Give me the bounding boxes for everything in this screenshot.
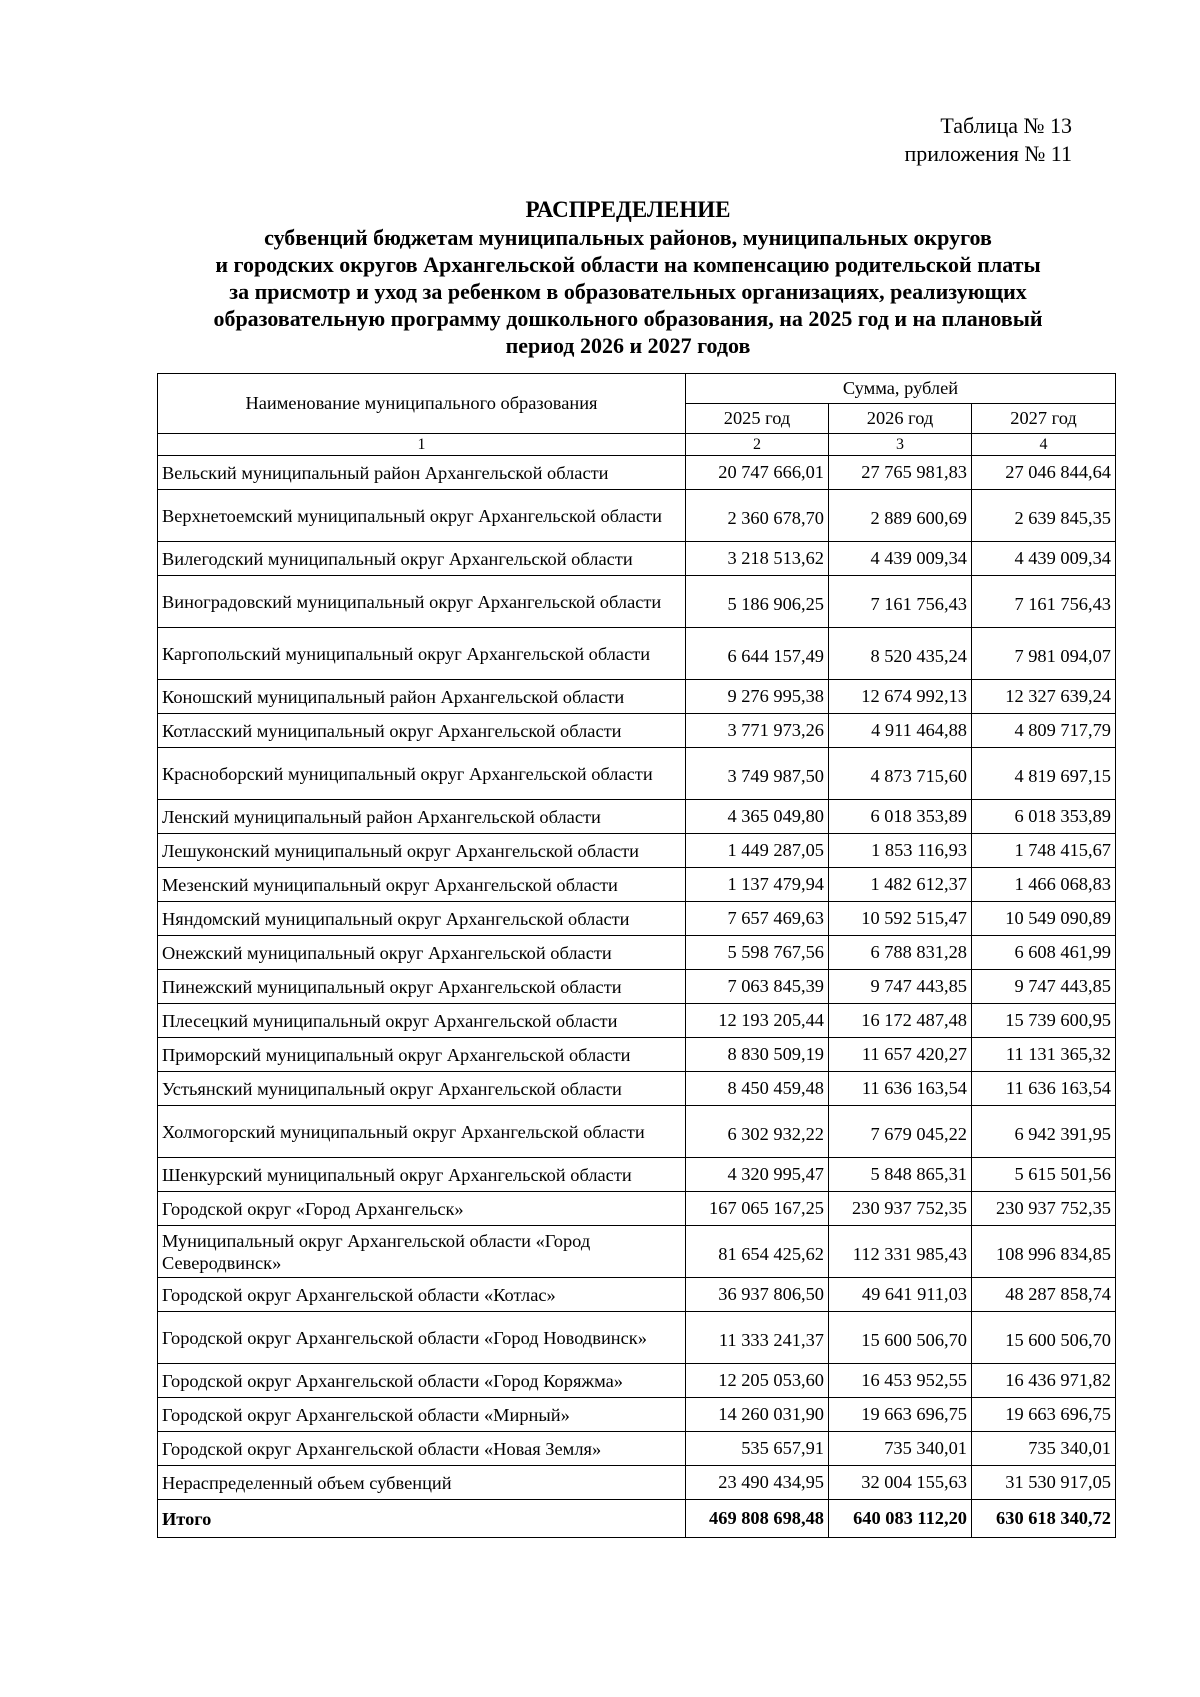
amount-2027: 6 608 461,99	[972, 936, 1116, 970]
amount-2027: 15 600 506,70	[972, 1312, 1116, 1364]
amount-2025: 36 937 806,50	[686, 1278, 829, 1312]
amount-2026: 11 636 163,54	[829, 1072, 972, 1106]
distribution-table	[157, 373, 1116, 1538]
municipality-name: Пинежский муниципальный округ Архангельской области	[158, 970, 686, 1004]
header-municipality: Наименование муниципального образования	[158, 374, 686, 434]
amount-2027: 6 018 353,89	[972, 800, 1116, 834]
municipality-name: Приморский муниципальный округ Архангельской области	[158, 1038, 686, 1072]
amount-2026: 735 340,01	[829, 1432, 972, 1466]
municipality-name: Муниципальный округ Архангельской области «Город Северодвинск»	[158, 1226, 686, 1278]
municipality-name: Плесецкий муниципальный округ Архангельской области	[158, 1004, 686, 1038]
amount-2027: 27 046 844,64	[972, 456, 1116, 490]
amount-2027: 1 466 068,83	[972, 868, 1116, 902]
appendix-number: приложения № 11	[904, 141, 1072, 166]
amount-2025: 1 449 287,05	[686, 834, 829, 868]
amount-2027: 7 161 756,43	[972, 576, 1116, 628]
table-row	[158, 748, 1116, 800]
amount-2025: 6 302 932,22	[686, 1106, 829, 1158]
amount-2026: 6 788 831,28	[829, 936, 972, 970]
amount-2026: 6 018 353,89	[829, 800, 972, 834]
title-line: субвенций бюджетам муниципальных районов, муниципальных округов	[264, 225, 992, 250]
table-reference	[905, 112, 1073, 168]
amount-2026: 12 674 992,13	[829, 680, 972, 714]
table-row	[158, 1158, 1116, 1192]
amount-2026: 2 889 600,69	[829, 490, 972, 542]
amount-2025: 8 450 459,48	[686, 1072, 829, 1106]
table-row	[158, 576, 1116, 628]
municipality-name: Шенкурский муниципальный округ Архангельской области	[158, 1158, 686, 1192]
amount-2025: 23 490 434,95	[686, 1466, 829, 1500]
amount-2025: 3 771 973,26	[686, 714, 829, 748]
amount-2027: 7 981 094,07	[972, 628, 1116, 680]
table-row	[158, 902, 1116, 936]
amount-2027: 2 639 845,35	[972, 490, 1116, 542]
amount-2027: 5 615 501,56	[972, 1158, 1116, 1192]
amount-2025: 4 320 995,47	[686, 1158, 829, 1192]
amount-2027: 9 747 443,85	[972, 970, 1116, 1004]
amount-2027: 16 436 971,82	[972, 1364, 1116, 1398]
amount-2027: 735 340,01	[972, 1432, 1116, 1466]
title-heading: РАСПРЕДЕЛЕНИЕ	[525, 197, 731, 222]
table-row	[158, 1106, 1116, 1158]
amount-2025: 7 657 469,63	[686, 902, 829, 936]
amount-2025: 8 830 509,19	[686, 1038, 829, 1072]
municipality-name: Красноборский муниципальный округ Архангельской области	[158, 748, 686, 800]
amount-2025: 5 186 906,25	[686, 576, 829, 628]
amount-2025: 12 193 205,44	[686, 1004, 829, 1038]
column-index-2: 2	[686, 434, 829, 456]
amount-2027: 19 663 696,75	[972, 1398, 1116, 1432]
amount-2026: 16 172 487,48	[829, 1004, 972, 1038]
table-row	[158, 1432, 1116, 1466]
amount-2026: 1 853 116,93	[829, 834, 972, 868]
table-row	[158, 1398, 1116, 1432]
municipality-name: Каргопольский муниципальный округ Архангельской области	[158, 628, 686, 680]
amount-2025: 12 205 053,60	[686, 1364, 829, 1398]
table-row	[158, 1364, 1116, 1398]
total-label: Итого	[158, 1500, 686, 1538]
amount-2026: 10 592 515,47	[829, 902, 972, 936]
amount-2027: 4 819 697,15	[972, 748, 1116, 800]
amount-2025: 2 360 678,70	[686, 490, 829, 542]
table-row	[158, 1072, 1116, 1106]
amount-2027: 10 549 090,89	[972, 902, 1116, 936]
amount-2026: 5 848 865,31	[829, 1158, 972, 1192]
table-number: Таблица № 13	[940, 113, 1072, 138]
municipality-name: Городской округ Архангельской области «Новая Земля»	[158, 1432, 686, 1466]
amount-2025: 20 747 666,01	[686, 456, 829, 490]
amount-2027: 31 530 917,05	[972, 1466, 1116, 1500]
amount-2026: 11 657 420,27	[829, 1038, 972, 1072]
amount-2026: 4 439 009,34	[829, 542, 972, 576]
municipality-name: Городской округ Архангельской области «Котлас»	[158, 1278, 686, 1312]
title-line: период 2026 и 2027 годов	[505, 333, 751, 358]
table-row	[158, 834, 1116, 868]
amount-2027: 48 287 858,74	[972, 1278, 1116, 1312]
amount-2026: 112 331 985,43	[829, 1226, 972, 1278]
amount-2026: 16 453 952,55	[829, 1364, 972, 1398]
amount-2025: 4 365 049,80	[686, 800, 829, 834]
document-title	[150, 196, 1106, 359]
amount-2026: 7 679 045,22	[829, 1106, 972, 1158]
amount-2027: 12 327 639,24	[972, 680, 1116, 714]
amount-2025: 535 657,91	[686, 1432, 829, 1466]
amount-2027: 1 748 415,67	[972, 834, 1116, 868]
amount-2025: 167 065 167,25	[686, 1192, 829, 1226]
municipality-name: Нераспределенный объем субвенций	[158, 1466, 686, 1500]
municipality-name: Коношский муниципальный район Архангельской области	[158, 680, 686, 714]
table-row	[158, 490, 1116, 542]
column-index-3: 3	[829, 434, 972, 456]
amount-2025: 3 749 987,50	[686, 748, 829, 800]
amount-2026: 32 004 155,63	[829, 1466, 972, 1500]
header-amount: Сумма, рублей	[686, 374, 1116, 404]
table-row	[158, 1312, 1116, 1364]
header-year-2026: 2026 год	[829, 404, 972, 434]
table-row	[158, 714, 1116, 748]
amount-2025: 3 218 513,62	[686, 542, 829, 576]
total-row	[158, 1500, 1116, 1538]
amount-2027: 11 131 365,32	[972, 1038, 1116, 1072]
municipality-name: Виноградовский муниципальный округ Архангельской области	[158, 576, 686, 628]
amount-2027: 15 739 600,95	[972, 1004, 1116, 1038]
amount-2025: 14 260 031,90	[686, 1398, 829, 1432]
amount-2026: 9 747 443,85	[829, 970, 972, 1004]
table-row	[158, 456, 1116, 490]
municipality-name: Вилегодский муниципальный округ Архангельской области	[158, 542, 686, 576]
total-2026: 640 083 112,20	[829, 1500, 972, 1538]
amount-2025: 11 333 241,37	[686, 1312, 829, 1364]
amount-2026: 19 663 696,75	[829, 1398, 972, 1432]
amount-2026: 7 161 756,43	[829, 576, 972, 628]
municipality-name: Верхнетоемский муниципальный округ Архангельской области	[158, 490, 686, 542]
table-row	[158, 628, 1116, 680]
amount-2025: 9 276 995,38	[686, 680, 829, 714]
municipality-name: Городской округ Архангельской области «Город Коряжма»	[158, 1364, 686, 1398]
amount-2025: 1 137 479,94	[686, 868, 829, 902]
table-row	[158, 680, 1116, 714]
table-row	[158, 936, 1116, 970]
amount-2027: 4 439 009,34	[972, 542, 1116, 576]
municipality-name: Вельский муниципальный район Архангельской области	[158, 456, 686, 490]
municipality-name: Холмогорский муниципальный округ Архангельской области	[158, 1106, 686, 1158]
table-row	[158, 1226, 1116, 1278]
municipality-name: Няндомский муниципальный округ Архангельской области	[158, 902, 686, 936]
municipality-name: Лешуконский муниципальный округ Архангельской области	[158, 834, 686, 868]
table-row	[158, 1004, 1116, 1038]
amount-2027: 6 942 391,95	[972, 1106, 1116, 1158]
amount-2025: 6 644 157,49	[686, 628, 829, 680]
amount-2027: 11 636 163,54	[972, 1072, 1116, 1106]
municipality-name: Онежский муниципальный округ Архангельской области	[158, 936, 686, 970]
amount-2026: 4 911 464,88	[829, 714, 972, 748]
amount-2025: 81 654 425,62	[686, 1226, 829, 1278]
amount-2027: 230 937 752,35	[972, 1192, 1116, 1226]
header-year-2027: 2027 год	[972, 404, 1116, 434]
amount-2026: 8 520 435,24	[829, 628, 972, 680]
amount-2026: 15 600 506,70	[829, 1312, 972, 1364]
table-row	[158, 1278, 1116, 1312]
municipality-name: Городской округ «Город Архангельск»	[158, 1192, 686, 1226]
amount-2026: 1 482 612,37	[829, 868, 972, 902]
amount-2027: 4 809 717,79	[972, 714, 1116, 748]
amount-2026: 49 641 911,03	[829, 1278, 972, 1312]
table-row	[158, 1038, 1116, 1072]
header-year-2025: 2025 год	[686, 404, 829, 434]
total-2027: 630 618 340,72	[972, 1500, 1116, 1538]
total-2025: 469 808 698,48	[686, 1500, 829, 1538]
table-row	[158, 542, 1116, 576]
municipality-name: Ленский муниципальный район Архангельской области	[158, 800, 686, 834]
amount-2026: 4 873 715,60	[829, 748, 972, 800]
municipality-name: Мезенский муниципальный округ Архангельской области	[158, 868, 686, 902]
table-row	[158, 868, 1116, 902]
municipality-name: Устьянский муниципальный округ Архангельской области	[158, 1072, 686, 1106]
column-index-4: 4	[972, 434, 1116, 456]
title-line: образовательную программу дошкольного образования, на 2025 год и на плановый	[213, 306, 1043, 331]
column-index-1: 1	[158, 434, 686, 456]
table-row	[158, 800, 1116, 834]
municipality-name: Городской округ Архангельской области «Город Новодвинск»	[158, 1312, 686, 1364]
amount-2026: 27 765 981,83	[829, 456, 972, 490]
title-line: за присмотр и уход за ребенком в образовательных организациях, реализующих	[229, 279, 1027, 304]
table-row	[158, 970, 1116, 1004]
amount-2025: 5 598 767,56	[686, 936, 829, 970]
amount-2025: 7 063 845,39	[686, 970, 829, 1004]
amount-2026: 230 937 752,35	[829, 1192, 972, 1226]
municipality-name: Городской округ Архангельской области «Мирный»	[158, 1398, 686, 1432]
municipality-name: Котласский муниципальный округ Архангельской области	[158, 714, 686, 748]
table-row	[158, 1466, 1116, 1500]
title-line: и городских округов Архангельской области на компенсацию родительской платы	[215, 252, 1041, 277]
table-row	[158, 1192, 1116, 1226]
amount-2027: 108 996 834,85	[972, 1226, 1116, 1278]
